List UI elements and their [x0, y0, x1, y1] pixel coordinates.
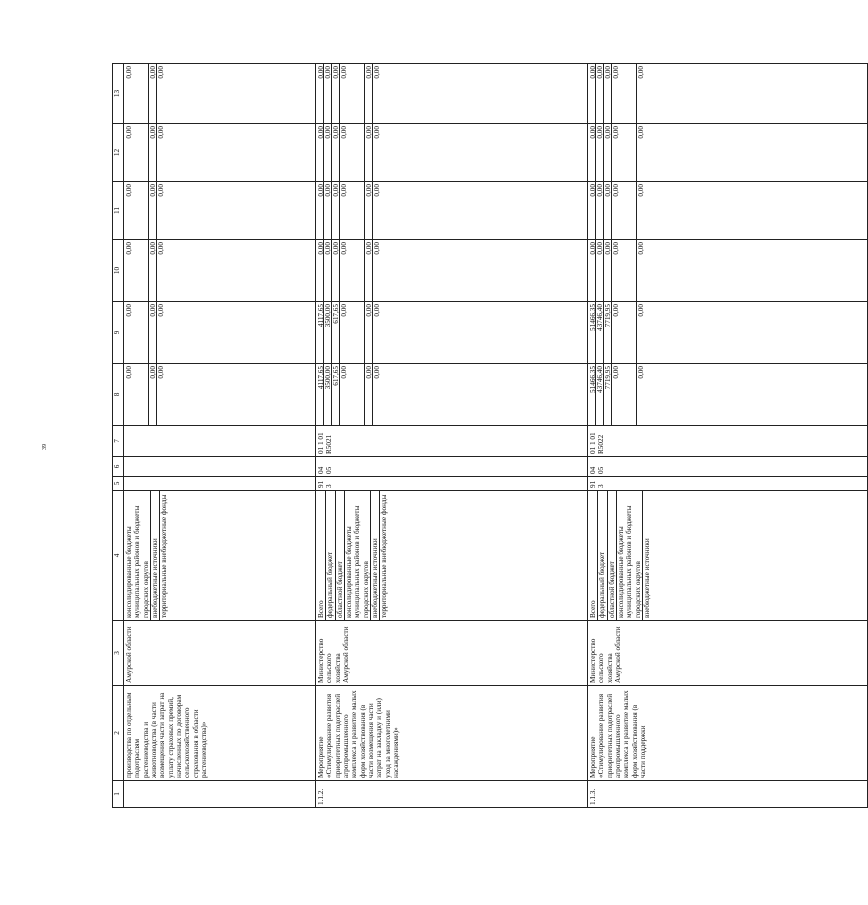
- header-cell: 10: [113, 240, 124, 302]
- value-cell: 0,00: [372, 124, 380, 181]
- value-column: [124, 364, 316, 426]
- value-cell: 0,00: [339, 182, 364, 239]
- value-cell: 0,00: [611, 364, 636, 425]
- header-row: [113, 64, 124, 808]
- header-cell: 12: [113, 124, 124, 182]
- measure-name: производства по отдельным подотраслям растениеводства и животноводства (в части возмещения части затрат на уплату страховых премий, начисленных по договорам сельскохозяйственного страхования в области растениеводства)»: [124, 686, 316, 781]
- code-target: 01 1 01 R5022: [588, 426, 868, 457]
- header-cell: 11: [113, 182, 124, 240]
- header-cell: 4: [113, 491, 124, 621]
- funding-source: консолидированные бюджеты муниципальных районов и бюджеты городских округов: [616, 491, 642, 620]
- code-grbs: [124, 477, 316, 491]
- header-cell: 6: [113, 457, 124, 477]
- value-cell: 0,00: [148, 302, 156, 363]
- value-column: [124, 182, 316, 240]
- value-column: [588, 240, 868, 302]
- value-cell: 0,00: [339, 240, 364, 301]
- value-cell: 0,00: [339, 124, 364, 181]
- funding-source: консолидированные бюджеты муниципальных районов и бюджеты городских округов: [344, 491, 370, 620]
- value-cell: 0,00: [125, 184, 133, 197]
- funding-source: внебюджетные источники: [370, 491, 379, 620]
- value-cell: 0,00: [595, 124, 603, 181]
- value-column: [316, 240, 588, 302]
- value-cell: 0,00: [372, 302, 380, 363]
- table-row: [316, 64, 588, 808]
- funding-source: областной бюджет: [607, 491, 616, 620]
- value-cell: 0,00: [323, 64, 331, 123]
- code-target: 01 1 01 R5021: [316, 426, 588, 457]
- value-cell: 0,00: [611, 64, 636, 123]
- value-cell: 0,00: [372, 240, 380, 301]
- value-cell: 0,00: [125, 242, 133, 255]
- value-cell: 0,00: [148, 240, 156, 301]
- funding-source: внебюджетные источники: [150, 491, 159, 620]
- value-cell: 0,00: [372, 64, 380, 123]
- value-cell: 43746,40: [595, 364, 603, 425]
- value-cell: 0,00: [603, 182, 611, 239]
- value-cell: 0,00: [156, 364, 164, 425]
- value-cell: 3500,00: [323, 364, 331, 425]
- value-column: [316, 124, 588, 182]
- value-cell: 0,00: [372, 364, 380, 425]
- value-cell: 0,00: [603, 124, 611, 181]
- executor: Амурской области: [124, 621, 316, 686]
- value-cell: 0,00: [339, 364, 364, 425]
- value-cell: 0,00: [611, 240, 636, 301]
- value-cell: 0,00: [364, 64, 372, 123]
- funding-sources: [588, 491, 868, 621]
- value-column: [124, 240, 316, 302]
- value-cell: 51466,35: [589, 304, 597, 331]
- value-cell: 4117,65: [317, 366, 325, 390]
- value-cell: 0,00: [323, 124, 331, 181]
- header-cell: 7: [113, 426, 124, 457]
- value-cell: 0,00: [125, 126, 133, 139]
- value-cell: 0,00: [595, 182, 603, 239]
- value-column: [316, 182, 588, 240]
- value-cell: 0,00: [331, 240, 339, 301]
- value-column: [588, 364, 868, 426]
- value-cell: 0,00: [331, 182, 339, 239]
- value-cell: 0,00: [364, 182, 372, 239]
- funding-source: территориальные внебюджетные фонды: [159, 491, 168, 620]
- code-grbs: 913: [316, 477, 588, 491]
- value-cell: 0,00: [125, 304, 133, 317]
- value-cell: 0,00: [636, 302, 644, 363]
- value-cell: 0,00: [611, 182, 636, 239]
- value-cell: 617,65: [331, 364, 339, 425]
- value-cell: 0,00: [364, 240, 372, 301]
- executor: Министерство сельского хозяйства Амурской области: [588, 621, 868, 686]
- funding-sources: [124, 491, 316, 621]
- code-section: 04 05: [588, 457, 868, 477]
- value-cell: 0,00: [589, 66, 597, 79]
- funding-source: областной бюджет: [335, 491, 344, 620]
- code-section: [124, 457, 316, 477]
- code-grbs: 913: [588, 477, 868, 491]
- code-target: [124, 426, 316, 457]
- value-column: [316, 302, 588, 364]
- page-number: 39: [42, 444, 48, 450]
- value-cell: 0,00: [148, 64, 156, 123]
- header-cell: 5: [113, 477, 124, 491]
- value-cell: 0,00: [611, 124, 636, 181]
- code-section: 04 05: [316, 457, 588, 477]
- value-cell: 0,00: [125, 66, 133, 79]
- value-cell: 0,00: [339, 64, 364, 123]
- header-cell: 13: [113, 64, 124, 124]
- value-cell: 0,00: [331, 124, 339, 181]
- value-cell: 0,00: [323, 240, 331, 301]
- value-cell: 43746,40: [595, 302, 603, 363]
- value-cell: 0,00: [589, 242, 597, 255]
- value-cell: 0,00: [636, 124, 644, 181]
- header-cell: 2: [113, 686, 124, 781]
- value-cell: 0,00: [636, 364, 644, 425]
- funding-source: территориальные внебюджетные фонды: [379, 491, 388, 620]
- value-cell: 0,00: [156, 240, 164, 301]
- header-cell: 1: [113, 781, 124, 808]
- value-cell: 0,00: [317, 242, 325, 255]
- value-cell: 0,00: [339, 302, 364, 363]
- value-cell: 0,00: [636, 64, 644, 123]
- table-row: [124, 64, 316, 808]
- value-cell: 0,00: [364, 302, 372, 363]
- value-cell: 0,00: [589, 126, 597, 139]
- value-cell: 0,00: [595, 240, 603, 301]
- value-cell: 0,00: [364, 364, 372, 425]
- value-cell: 0,00: [603, 64, 611, 123]
- value-cell: 0,00: [589, 184, 597, 197]
- funding-source: консолидированные бюджеты муниципальных районов и бюджеты городских округов: [125, 505, 150, 618]
- value-cell: 0,00: [331, 64, 339, 123]
- value-cell: 0,00: [156, 302, 164, 363]
- value-cell: 0,00: [364, 124, 372, 181]
- measure-name: Мероприятие «Стимулирование развития приоритетных подотраслей агропромышленного комплекса и развитие малых форм хозяйствования (в части возмещения части затрат на закладку и (или) уход за многолетними насаждениями)»: [316, 686, 588, 781]
- value-cell: 0,00: [148, 364, 156, 425]
- value-column: [124, 124, 316, 182]
- header-cell: 3: [113, 621, 124, 686]
- value-cell: 3500,00: [323, 302, 331, 363]
- value-cell: 7719,95: [603, 302, 611, 363]
- value-cell: 0,00: [636, 182, 644, 239]
- value-cell: 4117,65: [317, 304, 325, 328]
- row-number: 1.1.2.: [316, 781, 588, 808]
- value-cell: 0,00: [156, 182, 164, 239]
- value-cell: 0,00: [603, 240, 611, 301]
- value-cell: 0,00: [636, 240, 644, 301]
- value-cell: 51466,35: [589, 366, 597, 393]
- row-number: 1.1.3.: [588, 781, 868, 808]
- value-cell: 0,00: [148, 124, 156, 181]
- funding-source: федеральный бюджет: [325, 491, 334, 620]
- program-table: [112, 63, 868, 808]
- value-cell: 0,00: [148, 182, 156, 239]
- row-number: [124, 781, 316, 808]
- value-cell: 0,00: [595, 64, 603, 123]
- value-column: [588, 302, 868, 364]
- value-cell: 0,00: [611, 302, 636, 363]
- measure-name: Мероприятие «Стимулирование развития приоритетных подотраслей агропромышленного комплекса и развитие малых форм хозяйствования (в части поддержки: [588, 686, 868, 781]
- value-cell: 0,00: [372, 182, 380, 239]
- value-cell: 0,00: [156, 124, 164, 181]
- funding-source: внебюджетные источники: [642, 491, 651, 620]
- value-cell: 0,00: [317, 66, 325, 79]
- value-column: [588, 124, 868, 182]
- funding-source: федеральный бюджет: [597, 491, 606, 620]
- value-column: [316, 364, 588, 426]
- funding-source: Всего: [589, 600, 597, 618]
- header-cell: 9: [113, 302, 124, 364]
- value-column: [316, 64, 588, 124]
- table-row: [588, 64, 868, 808]
- funding-sources: [316, 491, 588, 621]
- value-cell: 0,00: [323, 182, 331, 239]
- value-column: [588, 64, 868, 124]
- executor: Министерство сельского хозяйства Амурской области: [316, 621, 588, 686]
- value-cell: 0,00: [317, 126, 325, 139]
- value-column: [588, 182, 868, 240]
- value-cell: 7719,95: [603, 364, 611, 425]
- value-column: [124, 64, 316, 124]
- header-cell: 8: [113, 364, 124, 426]
- value-column: [124, 302, 316, 364]
- value-cell: 0,00: [125, 366, 133, 379]
- value-cell: 0,00: [317, 184, 325, 197]
- funding-source: Всего: [317, 600, 325, 618]
- value-cell: 617,65: [331, 302, 339, 363]
- rotated-table-container: [112, 64, 652, 808]
- value-cell: 0,00: [156, 64, 164, 123]
